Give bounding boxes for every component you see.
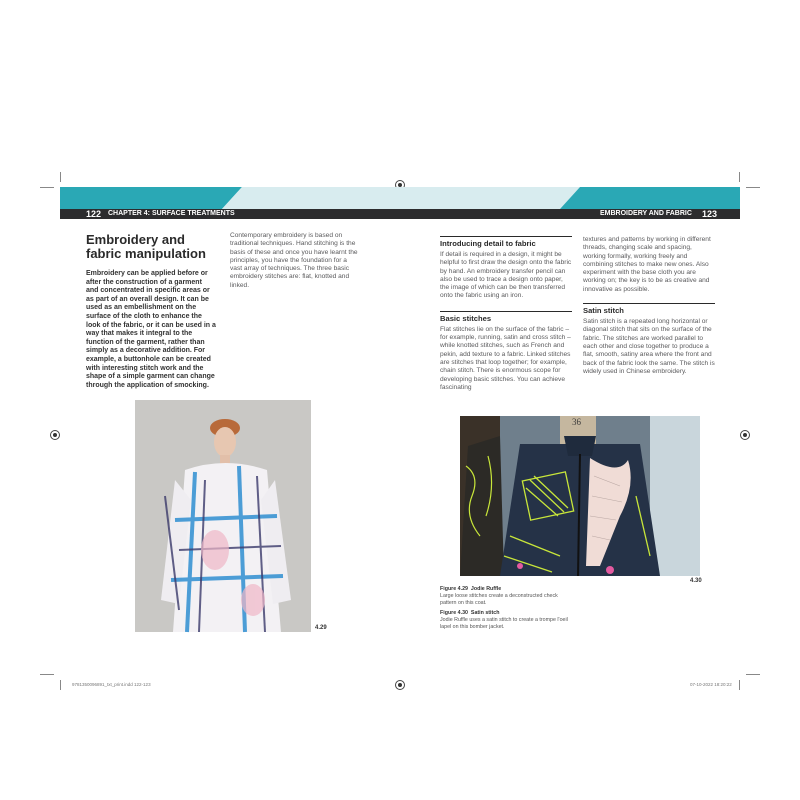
- left-running-head: CHAPTER 4: SURFACE TREATMENTS: [108, 210, 235, 217]
- caption-4-29-text: Large loose stitches create a deconstructed check pattern on this coat.: [440, 593, 558, 606]
- caption-4-29: [440, 586, 570, 607]
- crop-mark: [40, 187, 54, 188]
- model-coat-illustration: [135, 400, 311, 632]
- caption-4-30: [440, 610, 570, 631]
- right-page-number: 123: [702, 209, 718, 219]
- caption-4-29-label: Figure 4.29: [440, 586, 468, 592]
- right-running-head: EMBROIDERY AND FABRIC MANIPULATION: [600, 210, 692, 227]
- header-teal-left: [60, 187, 242, 209]
- left-page-col2: [230, 232, 358, 290]
- figure-4-29-number: 4.29: [315, 625, 327, 631]
- intro-paragraph: Embroidery can be applied before or after the construction of a garment and concentrated in specific areas or as part of an overall design. It can be used as an embellishment on the surface of the cloth to enhance the look of the fabric, or it can be used in a way that makes it integral to the function of the garment, rather than simply as a decorative addition. For example, a buttonhole can be created with interesting stitch work and the shape of a simple garment can change through the application of smocking.: [86, 270, 216, 389]
- registration-mark-right: [740, 430, 750, 440]
- crop-mark: [60, 172, 61, 182]
- contemporary-embroidery-text: Contemporary embroidery is based on traditional techniques. Hand stitching is the basis of these and once you have learnt the principles, you have the foundation for a vast array of techniques. The three basic embroidery stitches are: flat, knotted and linked.: [230, 232, 358, 289]
- right-page-col1: [440, 236, 572, 392]
- heading-basic-stitches: Basic stitches: [440, 311, 572, 323]
- crop-mark: [739, 680, 740, 690]
- figure-4-30-photo: [460, 416, 700, 576]
- slug-left: 9781350096891_txt_print.indd 122-123: [72, 682, 151, 687]
- crop-mark: [746, 674, 760, 675]
- figure-4-29-photo: [135, 400, 311, 632]
- caption-4-29-name: Jodie Ruffle: [470, 586, 502, 592]
- heading-satin-stitch: Satin stitch: [583, 303, 715, 315]
- figure-captions: [440, 586, 570, 631]
- left-page-col1: [86, 233, 216, 390]
- crop-mark: [739, 172, 740, 182]
- crop-mark: [746, 187, 760, 188]
- basic-stitches-text: Flat stitches lie on the surface of the fabric – for example, running, satin and cross stitch – while knotted stitches, such as French and pekin, add texture to a fabric. Linked stitches are stitches that loop together; for example, chain stitch. There is enormous scope for developing basic stitches. You can achieve fascinating: [440, 325, 571, 391]
- caption-4-30-label: Figure 4.30: [440, 610, 468, 616]
- crop-mark: [40, 674, 54, 675]
- introducing-detail-text: If detail is required in a design, it might be helpful to first draw the design onto the fabric by hand. An embroidery transfer pencil can also be used to trace a design onto paper, the image of which can be then transferred onto the fabric using an iron.: [440, 251, 572, 300]
- textures-patterns-text: textures and patterns by working in different threads, changing scale and spacing, working formally, working freely and combining stitches to make new ones. Also experiment with the base cloth you are working on; the key is to be as creative and innovative as possible.: [583, 236, 711, 293]
- left-page-number: 122: [86, 209, 102, 219]
- header-teal-right: [560, 187, 740, 209]
- mannequin-size-label: 36: [572, 417, 581, 427]
- registration-mark-left: [50, 430, 60, 440]
- figure-4-30-number: 4.30: [690, 578, 702, 584]
- satin-stitch-text: Satin stitch is a repeated long horizontal or diagonal stitch that sits on the surface of the fabric. The stitches are worked parallel to each other and close together to produce a flat, smooth, satiny area where the front and back of the fabric look the same. The stitch is widely used in Chinese embroidery.: [583, 318, 715, 375]
- running-header-band: [60, 187, 740, 227]
- heading-introducing-detail: Introducing detail to fabric: [440, 236, 572, 248]
- slug-right: 07-10-2022 18:20:22: [690, 682, 732, 687]
- bomber-jacket-illustration: [460, 416, 700, 576]
- caption-4-30-text: Jodie Ruffle uses a satin stitch to create a trompe l'oeil lapel on this bomber jacket.: [440, 617, 568, 630]
- crop-mark: [60, 680, 61, 690]
- registration-mark-bottom: [395, 680, 405, 690]
- caption-4-30-name: Satin stitch: [470, 610, 500, 616]
- page-title: Embroidery and fabric manipulation: [86, 232, 206, 261]
- header-pale-band: [222, 187, 580, 209]
- right-page-col2: [583, 236, 715, 376]
